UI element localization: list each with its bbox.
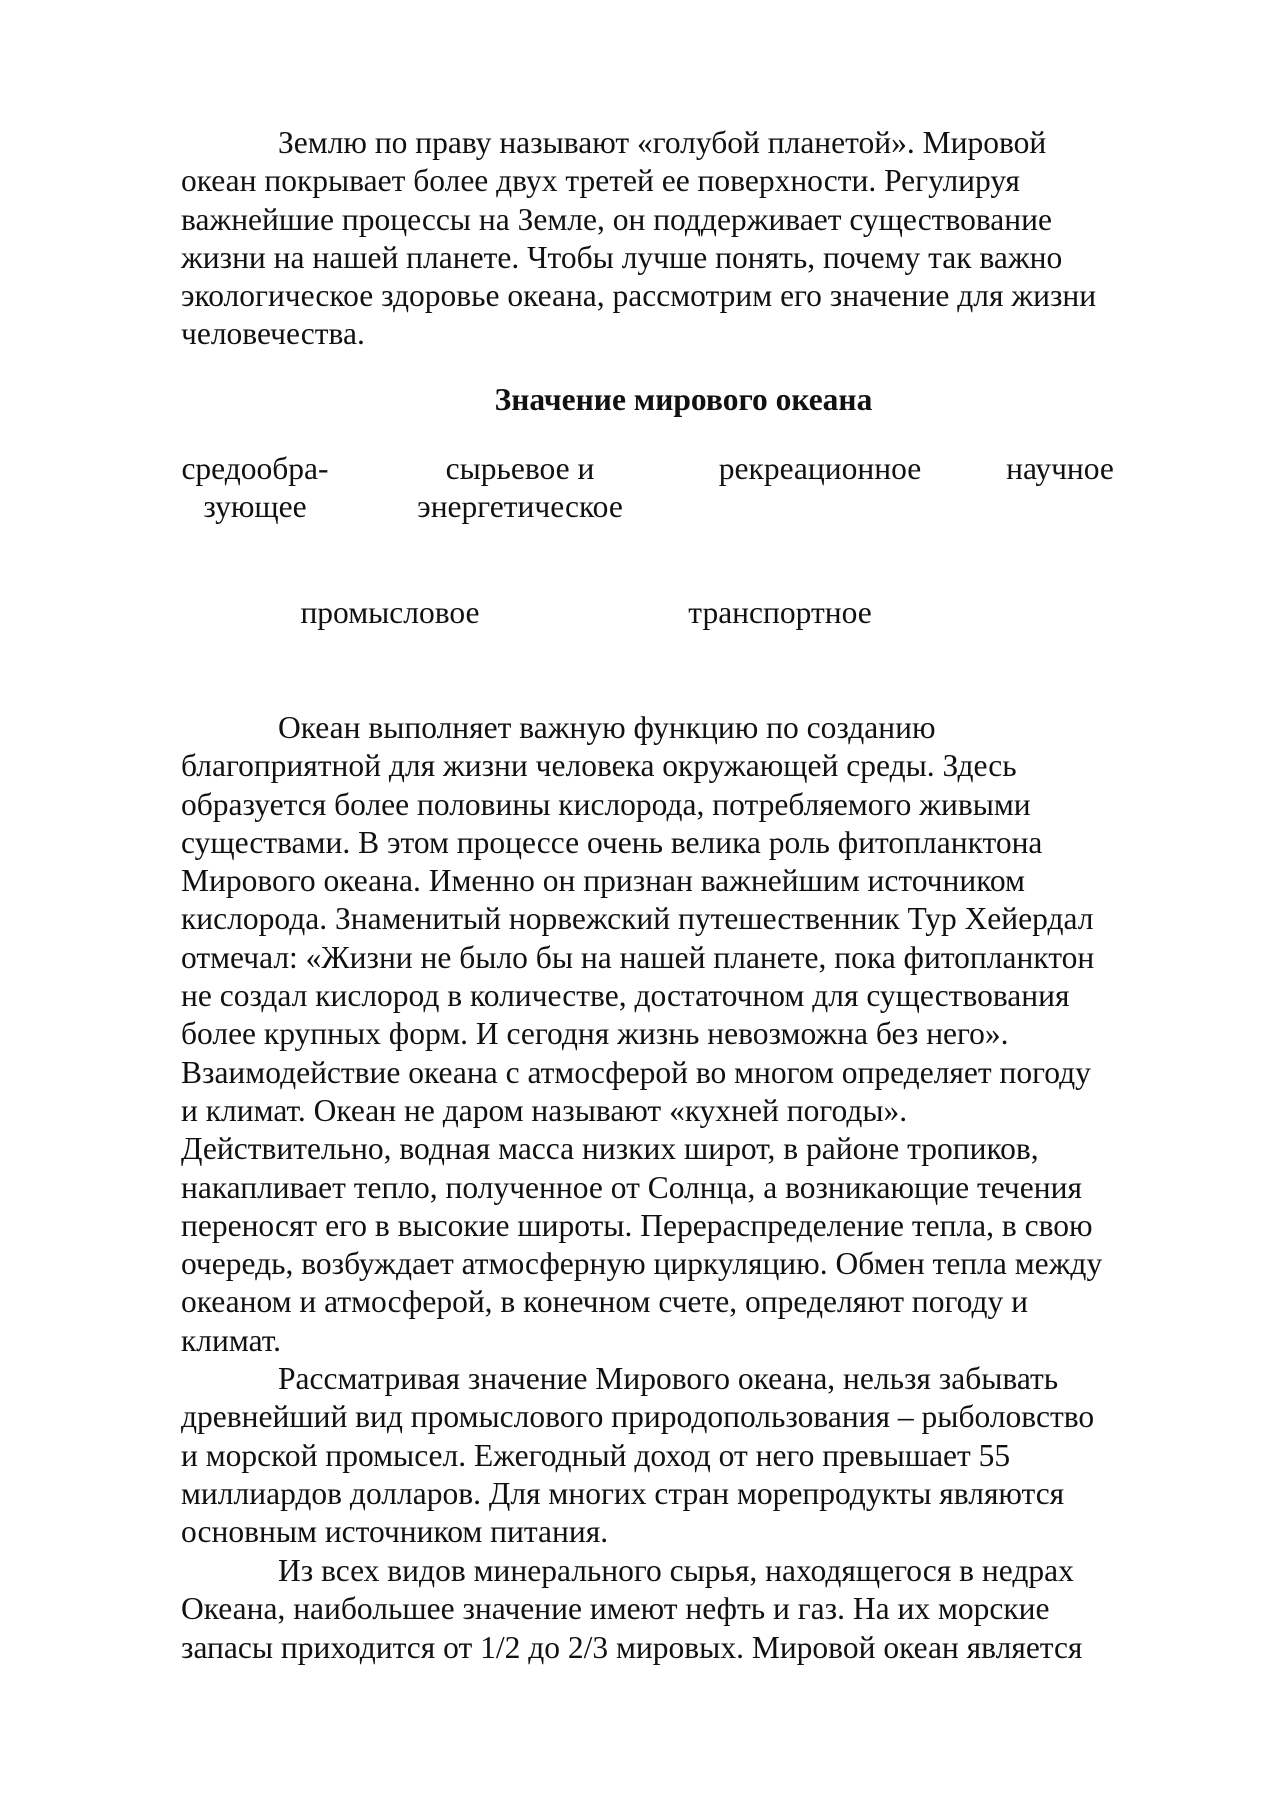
body-line: Действительно, водная масса низких широт, в районе тропиков, (181, 1131, 1039, 1167)
body-paragraph-oxygen-climate (181, 709, 1186, 1360)
diagram-item-recreational (700, 450, 940, 488)
body-line: Океан выполняет важную функцию по созданию (278, 710, 936, 745)
body-line: более крупных форм. И сегодня жизнь невозможна без него». (181, 1016, 1009, 1052)
diagram-item-line: транспортное (688, 595, 872, 630)
body-line: океаном и атмосферой, в конечном счете, определяют погоду и (181, 1284, 1029, 1320)
body-line: основным источником питания. (181, 1514, 609, 1550)
body-line: и климат. Океан не даром называют «кухней погоды». (181, 1092, 908, 1128)
body-line: отмечал: «Жизни не было бы на нашей планете, пока фитопланктон (181, 939, 1095, 975)
body-line: климат. (181, 1322, 282, 1358)
intro-paragraph (181, 124, 1186, 354)
body-line: накапливает тепло, полученное от Солнца, а возникающие течения (181, 1169, 1082, 1205)
diagram-item-line: промысловое (300, 595, 480, 630)
body-line: кислорода. Знаменитый норвежский путешественник Тур Хейердал (181, 901, 1094, 937)
intro-line: человечества. (181, 316, 365, 352)
diagram-item-raw-energy (410, 450, 630, 526)
diagram-item-line: научное (1006, 451, 1114, 486)
body-line: существами. В этом процессе очень велика роль фитопланктона (181, 824, 1043, 860)
intro-line: важнейшие процессы на Земле, он поддерживает существование (181, 201, 1052, 237)
section-heading: Значение мирового океана (494, 382, 873, 417)
diagram-item-scientific (980, 450, 1140, 488)
body-line: миллиардов долларов. Для многих стран морепродукты являются (181, 1475, 1065, 1511)
body-line: Мирового океана. Именно он признан важнейшим источником (181, 863, 1025, 899)
body-line: Из всех видов минерального сырья, находящегося в недрах (278, 1553, 1074, 1588)
body-line: образуется более половины кислорода, потребляемого живыми (181, 786, 1031, 822)
body-line: не создал кислород в количестве, достаточном для существования (181, 978, 1070, 1014)
body-line: благоприятной для жизни человека окружающей среды. Здесь (181, 748, 1017, 784)
intro-line: океан покрывает более двух третей ее поверхности. Регулируя (181, 163, 1020, 199)
diagram-item-fishing (280, 594, 500, 632)
diagram-item-line: энергетическое (417, 489, 623, 524)
body-line: и морской промысел. Ежегодный доход от него превышает 55 (181, 1437, 1011, 1473)
body-line: запасы приходится от 1/2 до 2/3 мировых. Мировой океан является (181, 1629, 1083, 1665)
intro-line: экологическое здоровье океана, рассмотрим его значение для жизни (181, 278, 1097, 314)
intro-line: Землю по праву называют «голубой планетой». Мировой (278, 125, 1047, 160)
diagram-item-line: сырьевое и (445, 451, 595, 486)
diagram-item-environmental (170, 450, 340, 526)
body-line: очередь, возбуждает атмосферную циркуляцию. Обмен тепла между (181, 1246, 1103, 1282)
diagram-item-line: рекреационное (718, 451, 922, 486)
diagram-item-line: зующее (203, 489, 307, 524)
body-paragraph-fishing (181, 1360, 1186, 1551)
body-line: древнейший вид промыслового природопользования – рыболовство (181, 1399, 1095, 1435)
body-line: Взаимодействие океана с атмосферой во многом определяет погоду (181, 1054, 1091, 1090)
diagram-item-transport (670, 594, 890, 632)
body-line: Рассматривая значение Мирового океана, нельзя забывать (278, 1361, 1059, 1396)
body-line: переносят его в высокие широты. Перераспределение тепла, в свою (181, 1207, 1093, 1243)
body-paragraph-minerals (181, 1552, 1186, 1667)
diagram-item-line: средообра- (181, 451, 329, 486)
body-line: Океана, наибольшее значение имеют нефть и газ. На их морские (181, 1591, 1050, 1627)
intro-line: жизни на нашей планете. Чтобы лучше понять, почему так важно (181, 239, 1063, 275)
